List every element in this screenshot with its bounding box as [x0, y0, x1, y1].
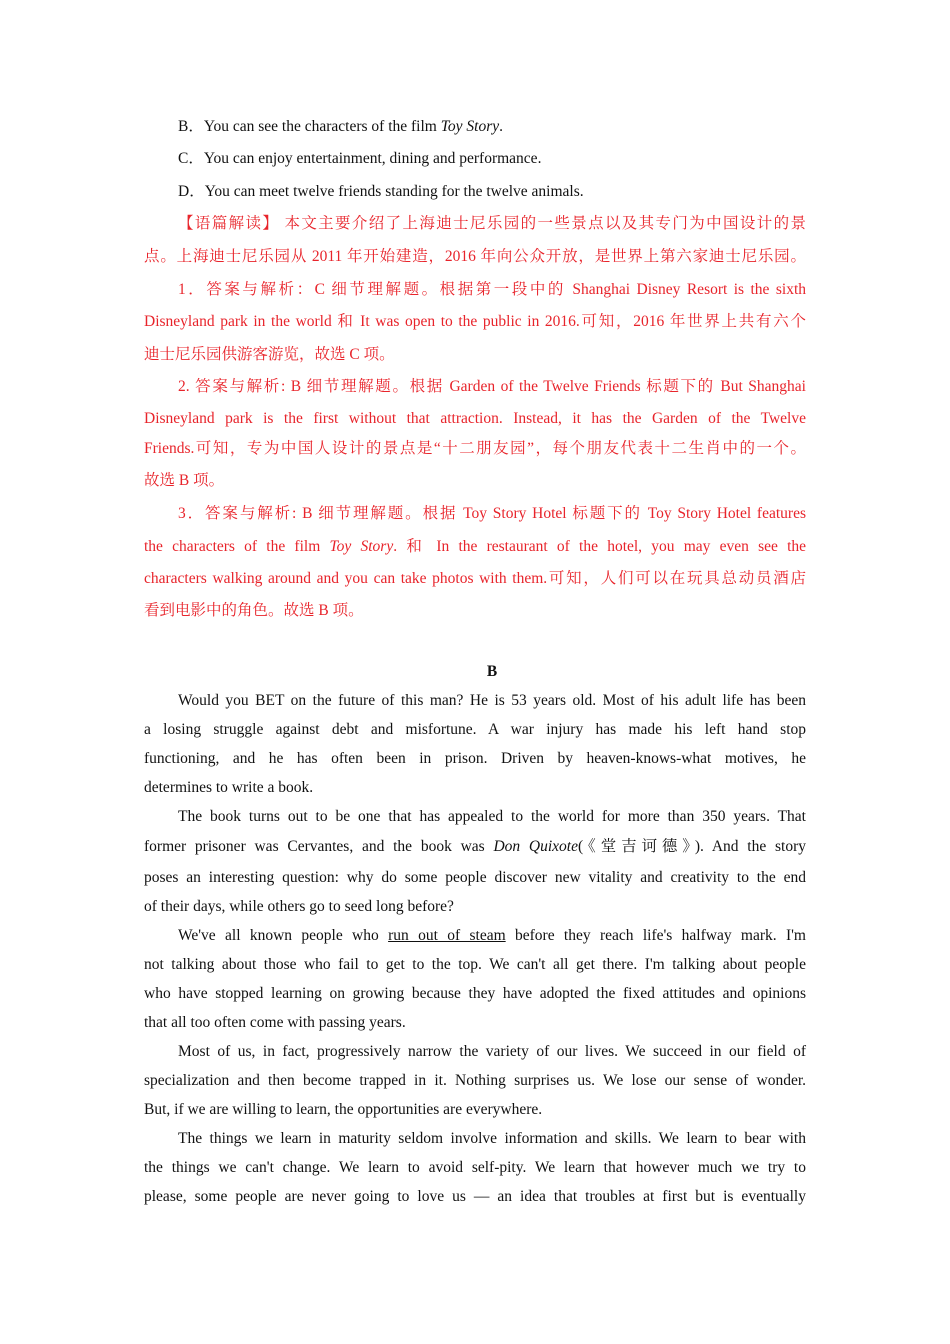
p3-line-1-end: before they reach life's halfway mark. I'm — [505, 927, 806, 944]
underlined-phrase: run out of steam — [388, 927, 506, 944]
p1-line-3: functioning, and he has often been in prison. Driven by heaven-knows-what motives, he — [144, 750, 806, 767]
p2-line-2-start: former prisoner was Cervantes, and the book was — [144, 838, 494, 855]
option-c: C．You can enjoy entertainment, dining and performance. — [178, 150, 542, 167]
p2-line-2 — [144, 837, 806, 857]
q2-line-2: Disneyland park is the first without that attraction. Instead, it has the Garden of the Twelve — [144, 410, 806, 427]
q1-line-2: Disneyland park in the world 和 It was open to the public in 2016.可知，2016 年世界上共有六个 — [144, 313, 806, 330]
p2-line-3: poses an interesting question: why do some people discover new vitality and creativity to the end — [144, 869, 806, 886]
p2-line-1: The book turns out to be one that has appealed to the world for more than 350 years. That — [178, 808, 806, 825]
q3-line-2-start: the characters of the film — [144, 538, 330, 555]
summary-line-2: 点。上海迪士尼乐园从 2011 年开始建造，2016 年向公众开放，是世界上第六家迪士尼乐园。 — [144, 248, 806, 265]
q3-line-2-end: . 和 In the restaurant of the hotel, you may even see the — [393, 538, 807, 555]
q2-line-3: Friends.可知，专为中国人设计的景点是“十二朋友园”，每个朋友代表十二生肖中的一个。 — [144, 440, 806, 457]
option-b-end: . — [499, 118, 504, 135]
q2-line-1: 2. 答案与解析: B 细节理解题。根据 Garden of the Twelve Friends 标题下的 But Shanghai — [178, 378, 806, 395]
p5-line-3: please, some people are never going to love us — an idea that troubles at first but is eventually — [144, 1188, 806, 1205]
q3-line-1: 3．答案与解析: B 细节理解题。根据 Toy Story Hotel 标题下的 Toy Story Hotel features — [178, 505, 806, 522]
p4-line-3: But, if we are willing to learn, the opportunities are everywhere. — [144, 1101, 543, 1118]
p1-line-2: a losing struggle against debt and misfortune. A war injury has made his left hand stop — [144, 721, 806, 738]
p5-line-1: The things we learn in maturity seldom involve information and skills. We learn to bear with — [178, 1130, 806, 1147]
p1-line-4: determines to write a book. — [144, 779, 314, 796]
q3-film-title: Toy Story — [329, 538, 394, 555]
option-d: D．You can meet twelve friends standing for the twelve animals. — [178, 183, 584, 200]
q3-line-3: characters walking around and you can take photos with them.可知，人们可以在玩具总动员酒店 — [144, 570, 806, 587]
section-heading: B — [486, 663, 498, 680]
p2-line-2-end: (《堂吉诃德》). And the story — [578, 838, 806, 855]
q1-line-3: 迪士尼乐园供游客游览，故选 C 项。 — [144, 346, 395, 363]
summary-line-1: 【语篇解读】 本文主要介绍了上海迪士尼乐园的一些景点以及其专门为中国设计的景 — [178, 215, 806, 232]
p4-line-1: Most of us, in fact, progressively narrow the variety of our lives. We succeed in our field of — [178, 1043, 806, 1060]
q3-line-2 — [144, 537, 806, 557]
p4-line-2: specialization and then become trapped in it. Nothing surprises us. We lose our sense of wonder. — [144, 1072, 806, 1089]
p1-line-1: Would you BET on the future of this man? He is 53 years old. Most of his adult life has been — [178, 692, 806, 709]
p3-line-1-start: We've all known people who — [178, 927, 389, 944]
p3-line-4: that all too often come with passing years. — [144, 1014, 406, 1031]
p3-line-2: not talking about those who fail to get to the top. We can't all get there. I'm talking about people — [144, 956, 806, 973]
q3-line-4: 看到电影中的角色。故选 B 项。 — [144, 602, 364, 619]
option-b-text: B．You can see the characters of the film — [178, 118, 441, 135]
option-b — [178, 117, 806, 137]
option-b-film-title: Toy Story — [440, 118, 500, 135]
q1-line-1: 1．答案与解析：C 细节理解题。根据第一段中的 Shanghai Disney Resort is the sixth — [178, 281, 806, 298]
p2-line-4: of their days, while others go to seed long before? — [144, 898, 454, 915]
p3-line-1 — [178, 926, 806, 946]
q2-line-4: 故选 B 项。 — [144, 472, 225, 489]
book-title: Don Quixote — [493, 838, 578, 855]
p5-line-2: the things we can't change. We learn to avoid self-pity. We learn that however much we try to — [144, 1159, 806, 1176]
p3-line-3: who have stopped learning on growing because they have adopted the fixed attitudes and opinions — [144, 985, 806, 1002]
